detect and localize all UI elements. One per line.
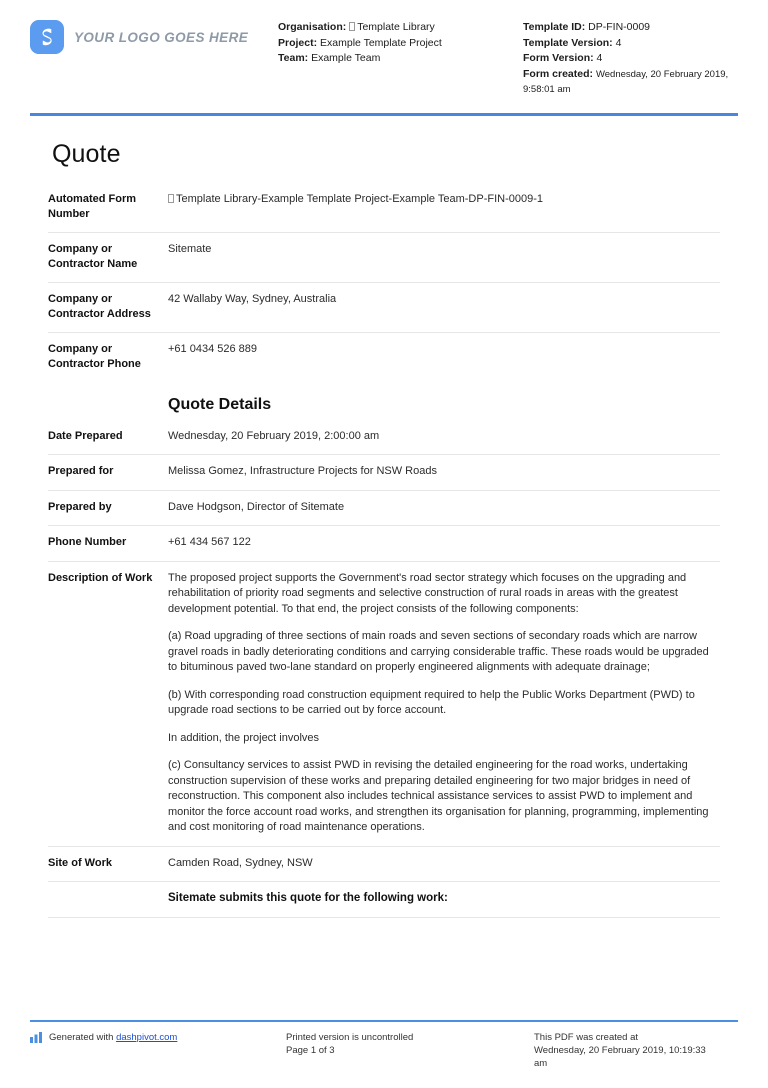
description-paragraph: (b) With corresponding road construction equipment required to help the Public Works Department (PWD) to upgrade road sections to be carried out by force account. — [168, 688, 695, 716]
footer-page-number: Page 1 of 3 — [286, 1045, 335, 1056]
row-value-company-address: 42 Wallaby Way, Sydney, Australia — [168, 282, 720, 332]
row-label-company-name: Company or Contractor Name — [48, 232, 168, 282]
footer-created-block — [534, 1031, 738, 1070]
row-label-company-phone: Company or Contractor Phone — [48, 342, 141, 370]
header-meta-organisation — [278, 20, 523, 35]
header-divider — [30, 113, 738, 116]
document-footer — [0, 1020, 768, 1070]
row-label-description-of-work: Description of Work — [48, 561, 168, 846]
table-row — [48, 490, 720, 526]
row-label-date-prepared: Date Prepared — [48, 420, 168, 455]
header-meta-team-value: Example Team — [311, 52, 381, 64]
row-value-company-phone: +61 0434 526 889 — [168, 342, 258, 355]
logo-placeholder-text: YOUR LOGO GOES HERE — [74, 29, 249, 45]
footer-divider — [30, 1020, 738, 1022]
header-meta-form-created-value: Wednesday, 20 February 2019, 9:58:01 am — [523, 68, 729, 95]
table-row — [48, 183, 720, 233]
table-row — [48, 846, 720, 882]
missing-glyph-icon — [168, 194, 174, 203]
footer-print-notice: Printed version is uncontrolled — [286, 1032, 414, 1043]
header-meta-template-id-label: Template ID: — [523, 21, 586, 33]
row-value-prepared-by: Dave Hodgson, Director of Sitemate — [168, 490, 720, 526]
row-value-date-prepared: Wednesday, 20 February 2019, 2:00:00 am — [168, 420, 720, 455]
document-header — [0, 0, 768, 99]
table-row — [48, 561, 720, 846]
table-row — [48, 232, 720, 282]
header-meta-template-version — [523, 36, 738, 51]
header-meta-form-version — [523, 51, 738, 66]
header-meta-template-version-label: Template Version: — [523, 36, 613, 49]
header-meta-organisation-label: Organisation: — [278, 21, 347, 33]
table-row — [48, 282, 720, 332]
header-meta-project-value: Example Template Project — [320, 36, 442, 49]
header-meta-project — [278, 36, 523, 51]
header-meta-form-version-label: Form Version: — [523, 52, 594, 64]
header-meta-form-created-label: Form created: — [523, 67, 594, 80]
description-paragraph: (a) Road upgrading of three sections of main roads and seven sections of secondary roads which are narrow gravel roads in badly deteriorating conditions and carrying considerable traffic. These roads would be upgraded to bituminous paved two-lane standard on properly engineered alignments with adequate drainage; — [168, 630, 709, 673]
row-value-company-name: Sitemate — [168, 232, 720, 282]
header-meta-right — [523, 16, 738, 99]
table-row — [48, 420, 720, 455]
header-meta-template-version-value: 4 — [615, 36, 622, 49]
header-meta-form-created — [523, 67, 738, 98]
row-label-automated-form-number: Automated Form Number — [48, 183, 168, 233]
footer-created-label: This PDF was created at — [534, 1032, 639, 1043]
footer-generated-with — [30, 1031, 286, 1070]
row-value-automated-form-number — [168, 183, 720, 233]
automated-form-number-text: Template Library-Example Template Project-Example Team-DP-FIN-0009-1 — [176, 192, 544, 205]
missing-glyph-icon — [349, 22, 355, 31]
row-value-site-of-work: Camden Road, Sydney, NSW — [168, 846, 720, 882]
header-meta-project-label: Project: — [278, 36, 318, 49]
table-row — [48, 332, 720, 382]
footer-created-timestamp: Wednesday, 20 February 2019, 10:19:33 am — [534, 1045, 706, 1069]
dashpivot-link[interactable]: dashpivot.com — [116, 1032, 178, 1043]
table-row — [48, 882, 720, 918]
bar-chart-icon — [30, 1032, 43, 1043]
row-value-prepared-for: Melissa Gomez, Infrastructure Projects for NSW Roads — [168, 455, 720, 491]
footer-print-notice-block — [286, 1031, 534, 1070]
header-meta-organisation-value: Template Library — [357, 21, 435, 33]
row-value-phone-number: +61 434 567 122 — [168, 526, 720, 562]
row-label-phone-number: Phone Number — [48, 526, 168, 562]
identity-table — [48, 183, 720, 382]
document-body — [0, 140, 768, 918]
description-paragraph: In addition, the project involves — [168, 731, 320, 744]
logo-block — [30, 16, 278, 54]
header-meta-left — [278, 16, 523, 67]
sitemate-logo-icon — [30, 20, 64, 54]
description-paragraph: The proposed project supports the Government's road sector strategy which focuses on the upgrading and rehabilitation of priority road segments and selective construction of rural roads in areas with the greatest development potential. To that end, the project consists of the following components: — [168, 571, 687, 615]
footer-generated-prefix: Generated with — [49, 1032, 117, 1043]
page-title: Quote — [52, 139, 121, 168]
quote-details-table — [48, 420, 720, 918]
header-meta-team-label: Team: — [278, 52, 309, 64]
section-heading: Quote Details — [168, 395, 272, 413]
description-paragraph: (c) Consultancy services to assist PWD in revising the detailed engineering for the road works, undertaking construction supervision of these works and preparing detailed engineering for two major bridges in need of reconstruction. This component also includes technical assistance services to assist PWD to implement and monitor the force account road works, and strengthen its organisation for planning, programming, implementing and cost monitoring of road maintenance operations. — [168, 759, 709, 833]
header-meta-template-id — [523, 20, 738, 35]
footer-generated-text — [49, 1031, 177, 1044]
header-meta-form-version-value: 4 — [596, 52, 603, 64]
table-row — [48, 455, 720, 491]
quote-details-heading-row — [48, 382, 720, 420]
row-value-description-of-work — [168, 561, 720, 846]
row-label-prepared-for: Prepared for — [48, 455, 168, 491]
row-label-prepared-by: Prepared by — [48, 490, 168, 526]
header-meta-team — [278, 51, 523, 66]
table-row — [48, 526, 720, 562]
submission-note: Sitemate submits this quote for the following work: — [168, 882, 720, 918]
row-label-site-of-work: Site of Work — [48, 846, 168, 882]
row-label-empty — [48, 882, 168, 918]
header-meta-template-id-value: DP-FIN-0009 — [588, 21, 651, 33]
row-label-company-address: Company or Contractor Address — [48, 282, 168, 332]
